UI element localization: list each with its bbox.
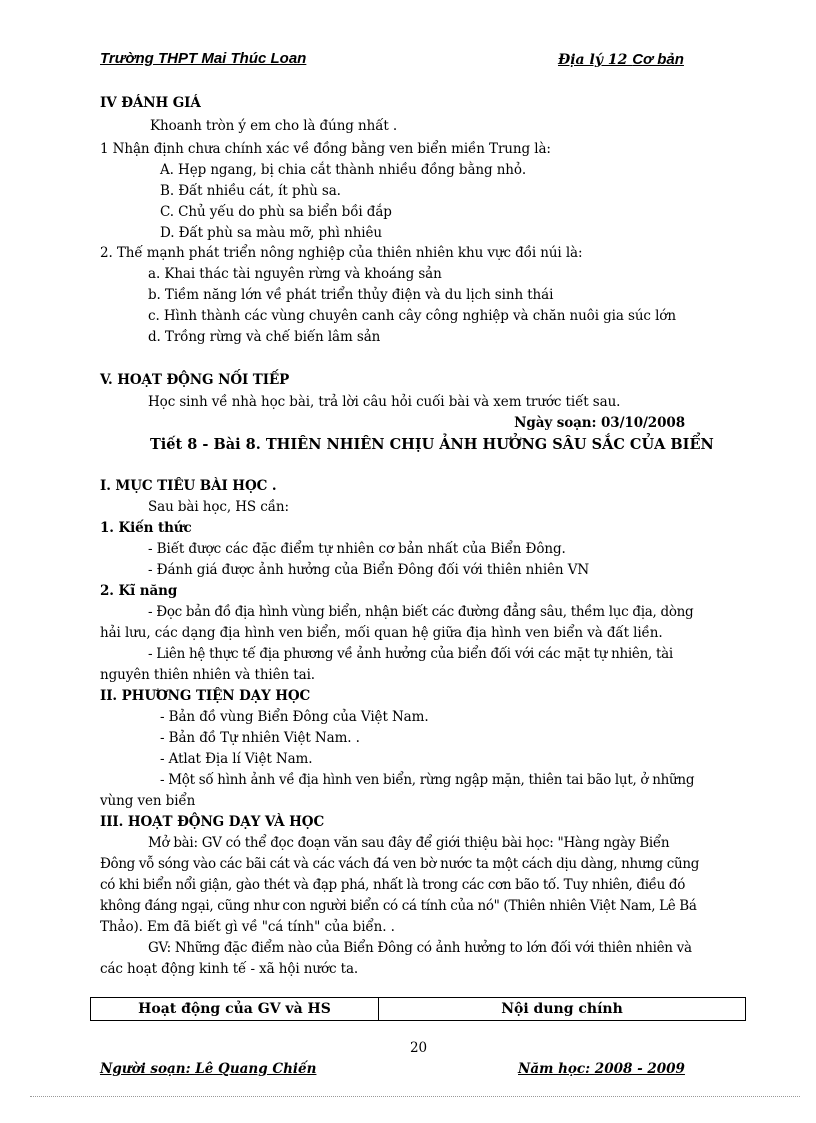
section-iii-heading: III. HOẠT ĐỘNG DẠY VÀ HỌC [100,814,325,830]
activities-table-header [90,997,746,1021]
section-i-intro: Sau bài học, HS cần: [148,499,289,515]
section-i-heading: I. MỤC TIÊU BÀI HỌC . [100,478,277,494]
section-ii-item-3: - Atlat Địa lí Việt Nam. [160,751,313,767]
skills-item-2-line-1: - Liên hệ thực tế địa phương về ảnh hưởng của biển đối với các mặt tự nhiên, tài [148,646,673,662]
skills-heading: 2. Kĩ năng [100,583,178,599]
q2-option-b: b. Tiềm năng lớn về phát triển thủy điện và du lịch sinh thái [148,287,554,303]
lesson-date: Ngày soạn: 03/10/2008 [514,415,685,431]
knowledge-heading: 1. Kiến thức [100,520,192,536]
skills-item-2-line-2: nguyên thiên nhiên và thiên tai. [100,667,315,683]
section-ii-item-4: - Một số hình ảnh về địa hình ven biển, rừng ngập mặn, thiên tai bão lụt, ở những [160,772,695,788]
section-iv-instruction: Khoanh tròn ý em cho là đúng nhất . [150,118,398,134]
q1-option-d: D. Đất phù sa màu mỡ, phì nhiêu [160,225,382,241]
section-iii-line-7: các hoạt động kinh tế - xã hội nước ta. [100,961,359,977]
section-iii-line-6: GV: Những đặc điểm nào của Biển Đông có ảnh hưởng to lớn đối với thiên nhiên và [148,940,692,956]
section-iii-line-2: Đông vỗ sóng vào các bãi cát và các vách đá ven bờ nước ta một cách dịu dàng, nhưng cũng [100,856,699,872]
page-bottom-divider [30,1096,800,1097]
knowledge-item-2: - Đánh giá được ảnh hưởng của Biển Đông đối với thiên nhiên VN [148,562,590,578]
table-col-activities: Hoạt động của GV và HS [91,998,379,1020]
lesson-title: Tiết 8 - Bài 8. THIÊN NHIÊN CHỊU ẢNH HƯỞNG SÂU SẮC CỦA BIỂN [150,436,714,453]
skills-item-1-line-1: - Đọc bản đồ địa hình vùng biển, nhận biết các đường đẳng sâu, thềm lục địa, dòng [148,604,694,620]
q2-option-c: c. Hình thành các vùng chuyên canh cây công nghiệp và chăn nuôi gia súc lớn [148,308,676,324]
footer-year: Năm học: 2008 - 2009 [518,1061,685,1077]
q1-option-b: B. Đất nhiều cát, ít phù sa. [160,183,341,199]
header-subject-prefix: Địa lý 12 [558,52,633,68]
q1-option-c: C. Chủ yếu do phù sa biển bồi đắp [160,204,392,220]
header-subject-suffix: Cơ bản [632,51,684,68]
knowledge-item-1: - Biết được các đặc điểm tự nhiên cơ bản nhất của Biển Đông. [148,541,566,557]
footer-author: Người soạn: Lê Quang Chiến [100,1061,317,1077]
section-ii-item-4-cont: vùng ven biển [100,793,196,809]
section-iv-heading: IV ĐÁNH GIÁ [100,95,201,111]
q2-option-a: a. Khai thác tài nguyên rừng và khoáng sản [148,266,442,282]
section-ii-item-2: - Bản đồ Tự nhiên Việt Nam. . [160,730,360,746]
section-ii-heading: II. PHƯƠNG TIỆN DẠY HỌC [100,688,311,704]
section-ii-item-1: - Bản đồ vùng Biển Đông của Việt Nam. [160,709,429,725]
question-2: 2. Thế mạnh phát triển nông nghiệp của thiên nhiên khu vực đồi núi là: [100,245,583,261]
header-subject [558,50,684,68]
table-col-content: Nội dung chính [501,1001,623,1017]
section-v-heading: V. HOẠT ĐỘNG NỐI TIẾP [100,372,290,388]
skills-item-1-line-2: hải lưu, các dạng địa hình ven biển, mối quan hệ giữa địa hình ven biển và đất liền. [100,625,663,641]
question-1: 1 Nhận định chưa chính xác về đồng bằng ven biển miền Trung là: [100,141,551,157]
header-school: Trường THPT Mai Thúc Loan [100,50,307,67]
page-number: 20 [410,1040,427,1056]
q2-option-d: d. Trồng rừng và chế biến lâm sản [148,329,381,345]
q1-option-a: A. Hẹp ngang, bị chia cắt thành nhiều đồng bằng nhỏ. [160,162,527,178]
section-iii-line-5: Thảo). Em đã biết gì về "cá tính" của biển. . [100,919,395,935]
section-iii-line-4: không đáng ngại, cũng như con người biển có cá tính của nó" (Thiên nhiên Việt Nam, Lê Bá [100,898,697,914]
section-iii-line-1: Mở bài: GV có thể đọc đoạn văn sau đây để giới thiệu bài học: "Hàng ngày Biển [148,835,670,851]
section-v-text: Học sinh về nhà học bài, trả lời câu hỏi cuối bài và xem trước tiết sau. [148,394,621,410]
section-iii-line-3: có khi biển nổi giận, gào thét và đạp phá, nhất là trong các cơn bão tố. Tuy nhiên, điều đó [100,877,685,893]
